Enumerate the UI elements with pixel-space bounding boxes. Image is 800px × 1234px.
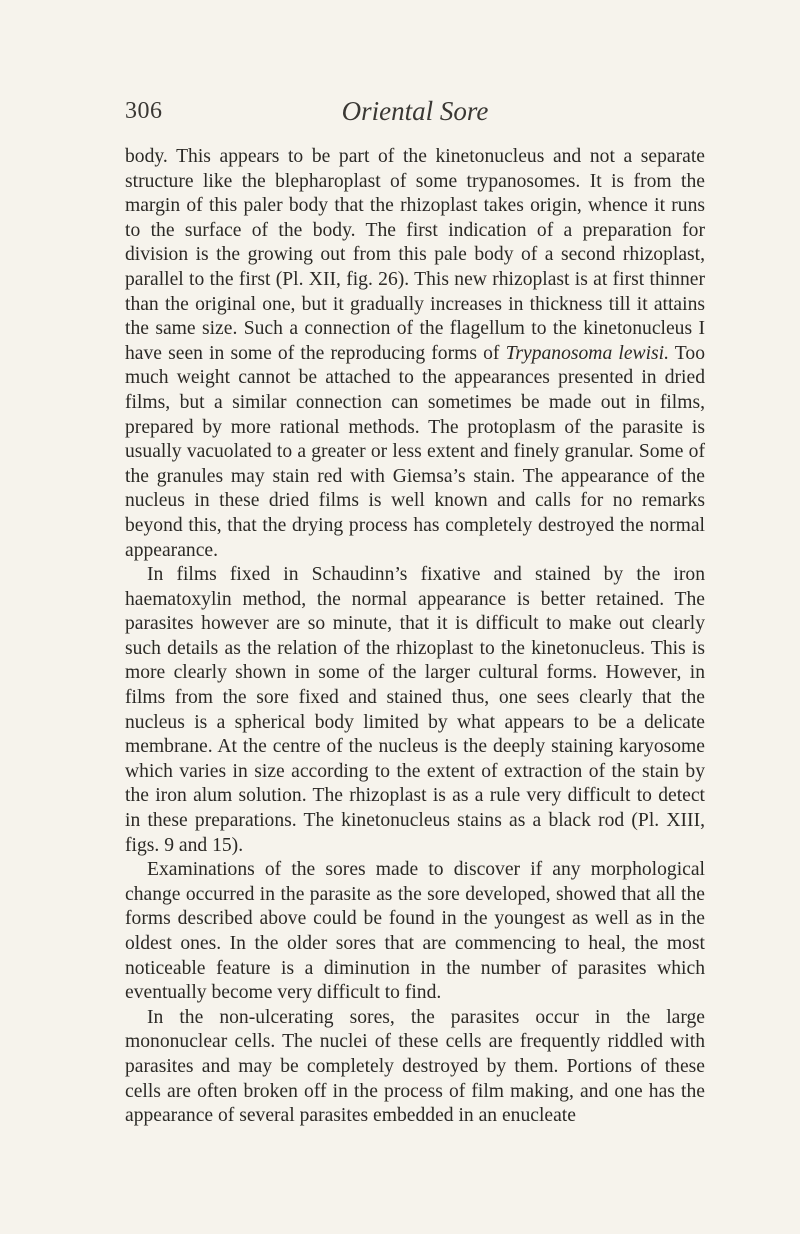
paragraph-2 xyxy=(125,563,705,858)
running-title: Oriental Sore xyxy=(341,96,489,126)
paragraph-3-text: Examinations of the sores made to discover if any morphological change occurred in the parasite as the sore developed, showed that all the forms described above could be found in the youngest as well as in the oldest ones. In the older sores that are commencing to heal, the most noticeable feature is a diminution in the number of parasites which eventually become very difficult to find. xyxy=(125,859,705,1004)
paragraph-1-text-2: Too much weight cannot be attached to the appearances presented in dried films, but a similar connection can sometimes be made out in films, prepared by more rational methods. The protoplasm of the parasite is usually vacuolated to a greater or less extent and finely granular. Some of the granules may stain red with Giemsa’s stain. The appearance of the nucleus in these dried films is well known and calls for no remarks beyond this, that the drying process has completely destroyed the normal appearance. xyxy=(125,342,705,561)
page-number: 306 xyxy=(125,98,163,124)
paragraph-1 xyxy=(125,145,705,563)
paragraph-1-italic-species: Trypanosoma lewisi. xyxy=(505,342,670,364)
paragraph-2-text: In films fixed in Schaudinn’s fixative and stained by the iron haematoxylin method, the normal appearance is better retained. The parasites however are so minute, that it is difficult to make out clearly such details as the relation of the rhizoplast to the kinetonucleus. This is more clearly shown in some of the larger cultural forms. However, in films from the sore fixed and stained thus, one sees clearly that the nucleus is a spherical body limited by what appears to be a delicate membrane. At the centre of the nucleus is the deeply staining karyosome which varies in size according to the extent of extraction of the stain by the iron alum solution. The rhizoplast is as a rule very difficult to detect in these preparations. The kinetonucleus stains as a black rod (Pl. XIII, figs. 9 and 15). xyxy=(125,564,705,856)
paragraph-1-text-1: body. This appears to be part of the kinetonucleus and not a separate structure like the blepharoplast of some trypanosomes. It is from the margin of this paler body that the rhizoplast takes origin, whence it runs to the surface of the body. The first indication of a preparation for division is the growing out from this pale body of a second rhizoplast, parallel to the first (Pl. XII, fig. 26). This new rhizoplast is at first thinner than the original one, but it gradually increases in thickness till it attains the same size. Such a connection of the flagellum to the kinetonucleus I have seen in some of the reproducing forms of xyxy=(125,146,705,364)
paragraph-4 xyxy=(125,1006,705,1129)
paragraph-4-text: In the non-ulcerating sores, the parasites occur in the large mononuclear cells. The nuclei of these cells are frequently riddled with parasites and may be completely destroyed by them. Portions of these cells are often broken off in the process of film making, and one has the appearance of several parasites embedded in an enucleate xyxy=(125,1006,705,1127)
body-text xyxy=(125,145,705,1129)
paragraph-3 xyxy=(125,858,705,1006)
page-header xyxy=(125,98,705,128)
